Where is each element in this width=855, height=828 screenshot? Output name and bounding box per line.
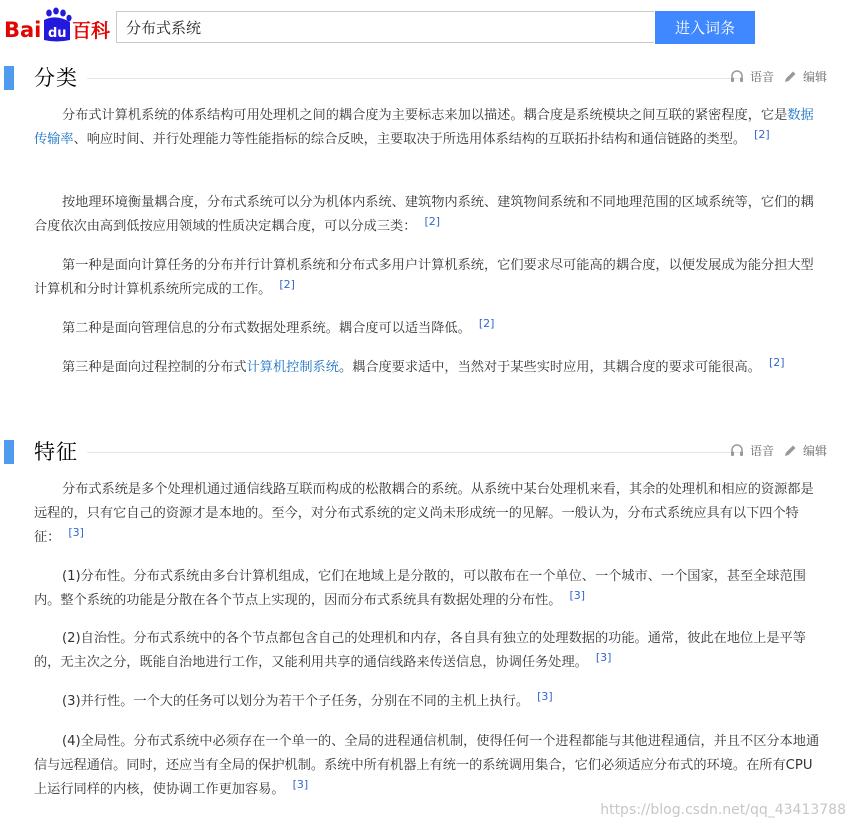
voice-button[interactable]: [730, 68, 774, 85]
paragraph: [34, 478, 824, 550]
paragraph-text: 、响应时间、并行处理能力等性能指标的综合反映，主要取决于所选用体系结构的互联拓扑结构和通信链路的类型。: [73, 132, 747, 147]
section-header-classification: [0, 64, 855, 96]
paragraph-text: (1)分布性。分布式系统由多台计算机组成，它们在地域上是分散的，可以散布在一个单位、一个城市、一个国家，甚至全球范围内。整个系统的功能是分散在各个节点上实现的，因而分布式系统具有数据处理的分布性。: [34, 569, 806, 608]
section-accent-bar: [4, 440, 14, 464]
section-divider: [87, 78, 743, 79]
reference-link[interactable]: [2]: [478, 316, 495, 330]
edit-label: 编辑: [802, 444, 827, 458]
reference-link[interactable]: [2]: [754, 127, 770, 141]
section-title: 分类: [34, 66, 78, 90]
pencil-icon: [784, 70, 797, 83]
enter-entry-button[interactable]: 进入词条: [655, 11, 755, 44]
voice-label: 语音: [749, 444, 774, 458]
headphones-icon: [730, 70, 744, 83]
logo-text-du: du: [48, 26, 67, 41]
reference-link[interactable]: [3]: [595, 650, 612, 664]
watermark: https://blog.csdn.net/qq_43413788: [600, 802, 846, 818]
reference-link[interactable]: [3]: [537, 689, 553, 703]
pencil-icon: [784, 444, 797, 457]
reference-link[interactable]: [2]: [768, 355, 785, 369]
section-title: 特征: [34, 440, 78, 464]
reference-link[interactable]: [3]: [292, 777, 309, 791]
paragraph: [34, 317, 824, 341]
reference-link[interactable]: [2]: [279, 277, 295, 291]
paragraph: [34, 690, 824, 714]
reference-link[interactable]: [2]: [424, 214, 441, 228]
link-data-transfer-rate[interactable]: 数据传输率: [34, 108, 814, 147]
paragraph: [34, 104, 824, 152]
paragraph: [34, 356, 824, 380]
reference-link[interactable]: [3]: [569, 588, 586, 602]
paragraph-text: 分布式计算机系统的体系结构可用处理机之间的耦合度为主要标志来加以描述。耦合度是系统模块之间互联的紧密程度，它是: [62, 108, 788, 123]
paragraph: [34, 565, 824, 613]
section-tools: [720, 68, 827, 85]
baidu-baike-logo[interactable]: [4, 6, 112, 44]
paragraph-text: 第二种是面向管理信息的分布式数据处理系统。耦合度可以适当降低。: [62, 321, 471, 336]
paragraph-text: 。耦合度要求适中，当然对于某些实时应用，其耦合度的要求可能很高。: [338, 360, 761, 375]
logo-text-baike: 百科: [72, 20, 111, 42]
headphones-icon: [730, 444, 744, 457]
paragraph-text: (3)并行性。一个大的任务可以划分为若干个子任务，分别在不同的主机上执行。: [62, 694, 530, 709]
paragraph-text: (2)自治性。分布式系统中的各个节点都包含自己的处理机和内存，各自具有独立的处理数据的功能。通常，彼此在地位上是平等的，无主次之分，既能自治地进行工作，又能利用共享的通信线路来传送信息，协调任务处理。: [34, 631, 806, 670]
paragraph: [34, 627, 824, 675]
reference-link[interactable]: [3]: [68, 525, 84, 539]
voice-button[interactable]: [730, 442, 774, 459]
paragraph-text: 第一种是面向计算任务的分布并行计算机系统和分布式多用户计算机系统，它们要求尽可能高的耦合度，以便发展成为能分担大型计算机和分时计算机系统所完成的工作。: [34, 258, 814, 297]
header: [0, 0, 855, 56]
edit-button[interactable]: [784, 68, 827, 85]
paragraph: [34, 191, 824, 239]
section-tools: [720, 442, 827, 459]
paragraph-text: 分布式系统是多个处理机通过通信线路互联而构成的松散耦合的系统。从系统中某台处理机来看，其余的处理机和相应的资源都是远程的，只有它自己的资源才是本地的。至今，对分布式系统的定义尚未形成统一的见解。一般认为，分布式系统应具有以下四个特征：: [34, 482, 814, 545]
paragraph-text: 按地理环境衡量耦合度，分布式系统可以分为机体内系统、建筑物内系统、建筑物间系统和不同地理范围的区域系统等，它们的耦合度依次由高到低按应用领域的性质决定耦合度，可以分成三类：: [34, 195, 814, 234]
search-input[interactable]: [116, 11, 654, 43]
baidu-logo-graphic: [4, 6, 112, 44]
edit-label: 编辑: [802, 70, 827, 84]
edit-button[interactable]: [784, 442, 827, 459]
link-computer-control-system[interactable]: 计算机控制系统: [246, 360, 339, 375]
paragraph-text: (4)全局性。分布式系统中必须存在一个单一的、全局的进程通信机制，使得任何一个进程都能与其他进程通信，并且不区分本地通信与远程通信。同时，还应当有全局的保护机制。系统中所有机器上有统一的系统调用集合，它们必须适应分布式的环境。在所有CPU上运行同样的内核，使协调工作更加容易。: [34, 734, 820, 797]
paragraph: [34, 254, 824, 302]
voice-label: 语音: [749, 70, 774, 84]
paragraph: [34, 730, 824, 802]
section-accent-bar: [4, 66, 14, 90]
section-header-features: [0, 438, 855, 470]
paragraph-text: 第三种是面向过程控制的分布式: [62, 360, 247, 375]
logo-text-bai: Bai: [4, 18, 42, 42]
section-divider: [87, 452, 743, 453]
